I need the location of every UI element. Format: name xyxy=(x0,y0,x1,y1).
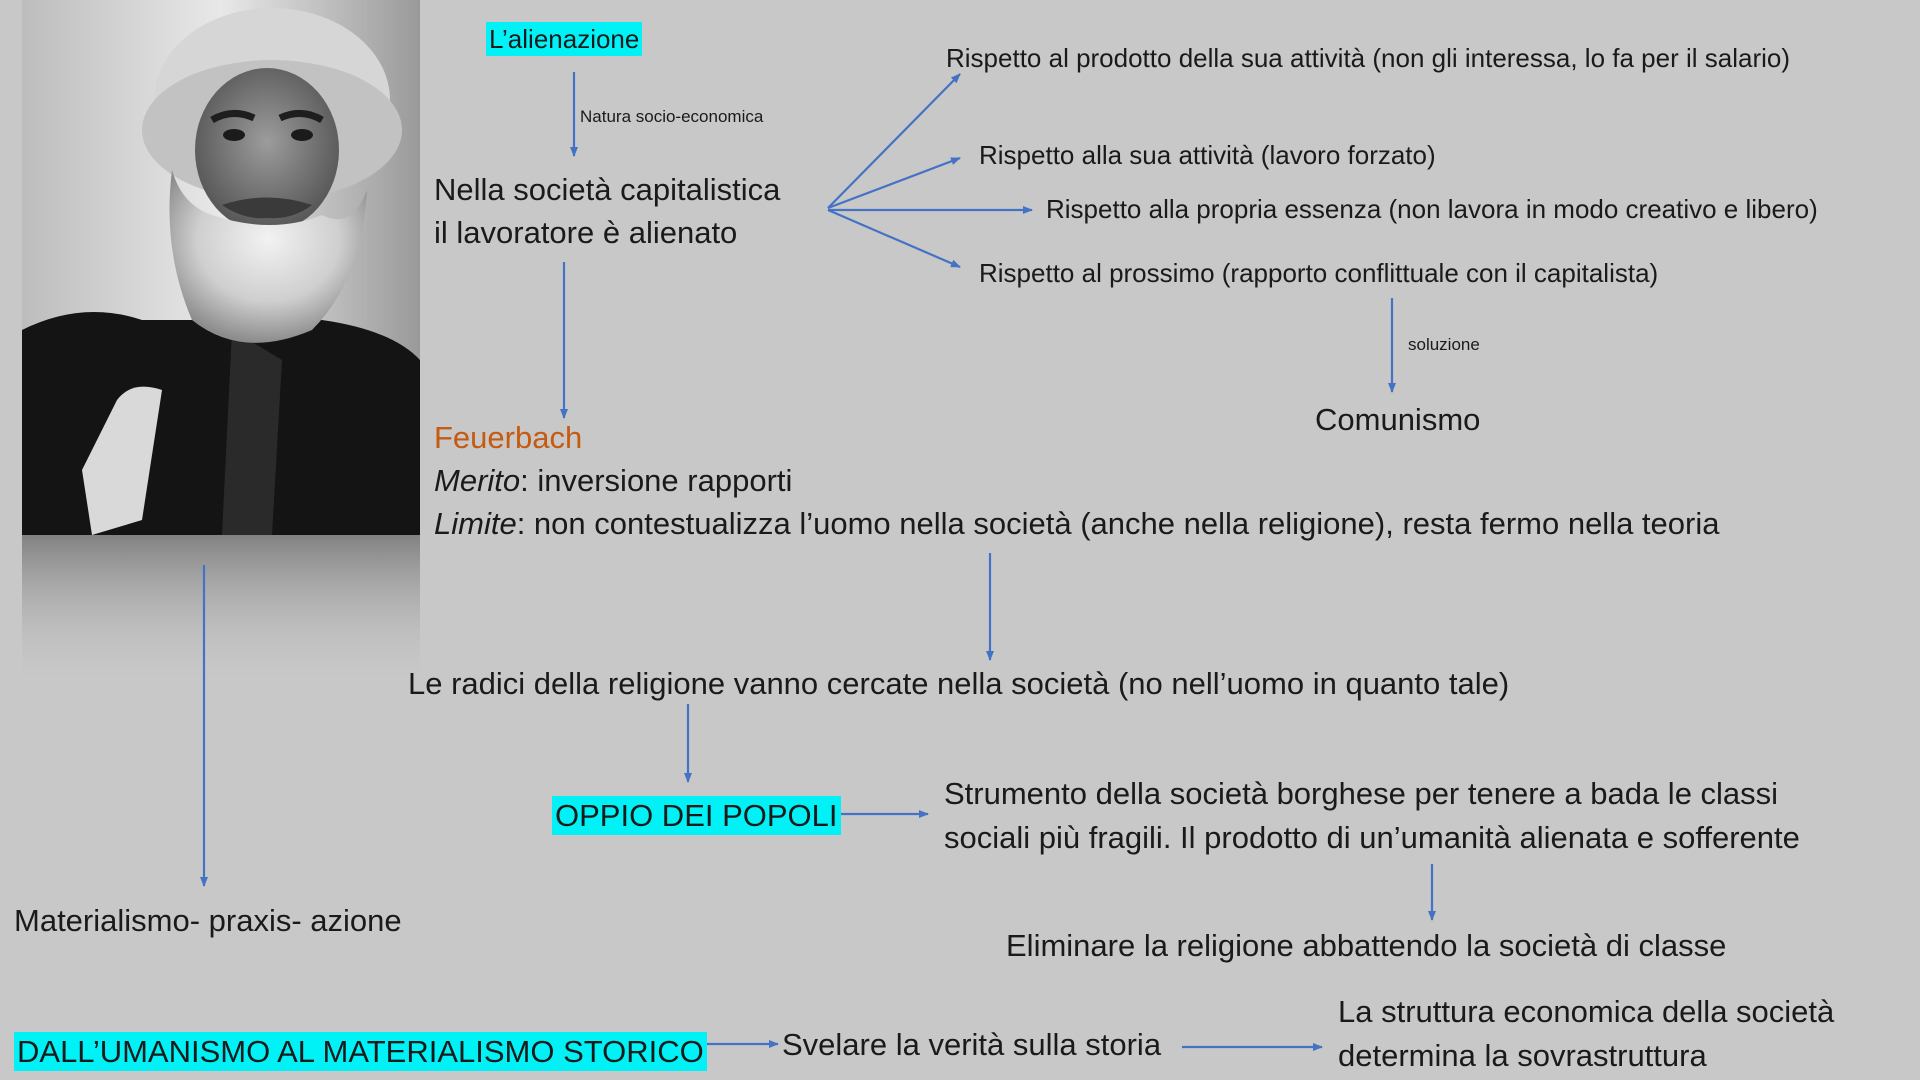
strumento-line-1: Strumento della società borghese per tenere a bada le classi xyxy=(944,776,1779,811)
rispetto-essenza: Rispetto alla propria essenza (non lavora in modo creativo e libero) xyxy=(1046,194,1818,224)
feuerbach-limite xyxy=(434,502,1719,546)
lavoratore-line-2: il lavoratore è alienato xyxy=(434,215,738,250)
rispetto-prossimo: Rispetto al prossimo (rapporto conflittuale con il capitalista) xyxy=(979,258,1659,288)
merito-label: Merito xyxy=(434,463,521,498)
eliminare-node: Eliminare la religione abbattendo la società di classe xyxy=(1006,928,1727,963)
limite-label: Limite xyxy=(434,506,517,541)
edge-label-soluzione: soluzione xyxy=(1408,335,1480,354)
edge-label-natura: Natura socio-economica xyxy=(580,107,764,126)
svelare-node: Svelare la verità sulla storia xyxy=(782,1027,1162,1062)
materialismo-node: Materialismo- praxis- azione xyxy=(14,903,402,938)
merito-text: : inversione rapporti xyxy=(520,463,793,498)
radici-node: Le radici della religione vanno cercate nella società (no nell’uomo in quanto tale) xyxy=(408,666,1510,701)
strumento-line-2: sociali più fragili. Il prodotto di un’umanità alienata e sofferente xyxy=(944,820,1800,855)
struttura-line-2: determina la sovrastruttura xyxy=(1338,1038,1707,1073)
struttura-node xyxy=(1338,990,1834,1078)
rispetto-prodotto: Rispetto al prodotto della sua attività (non gli interessa, lo fa per il salario) xyxy=(946,43,1790,73)
umanismo-node: DALL’UMANISMO AL MATERIALISMO STORICO xyxy=(14,1030,707,1074)
alienazione-title: L’alienazione xyxy=(486,22,642,56)
lavoratore-line-1: Nella società capitalistica xyxy=(434,172,781,207)
arrow-to-rispetto-attivita xyxy=(828,158,960,208)
comunismo-node: Comunismo xyxy=(1315,402,1481,437)
rispetto-attivita: Rispetto alla sua attività (lavoro forzato) xyxy=(979,140,1436,170)
lavoratore-node xyxy=(434,168,780,254)
arrow-to-rispetto-prossimo xyxy=(828,210,960,267)
strumento-node xyxy=(944,772,1800,860)
oppio-node: OPPIO DEI POPOLI xyxy=(552,794,841,838)
feuerbach-name: Feuerbach xyxy=(434,420,583,455)
struttura-line-1: La struttura economica della società xyxy=(1338,994,1835,1029)
limite-text: : non contestualizza l’uomo nella società (anche nella religione), resta fermo nella teoria xyxy=(516,506,1720,541)
arrow-to-rispetto-prodotto xyxy=(828,74,960,208)
feuerbach-merito xyxy=(434,459,792,503)
